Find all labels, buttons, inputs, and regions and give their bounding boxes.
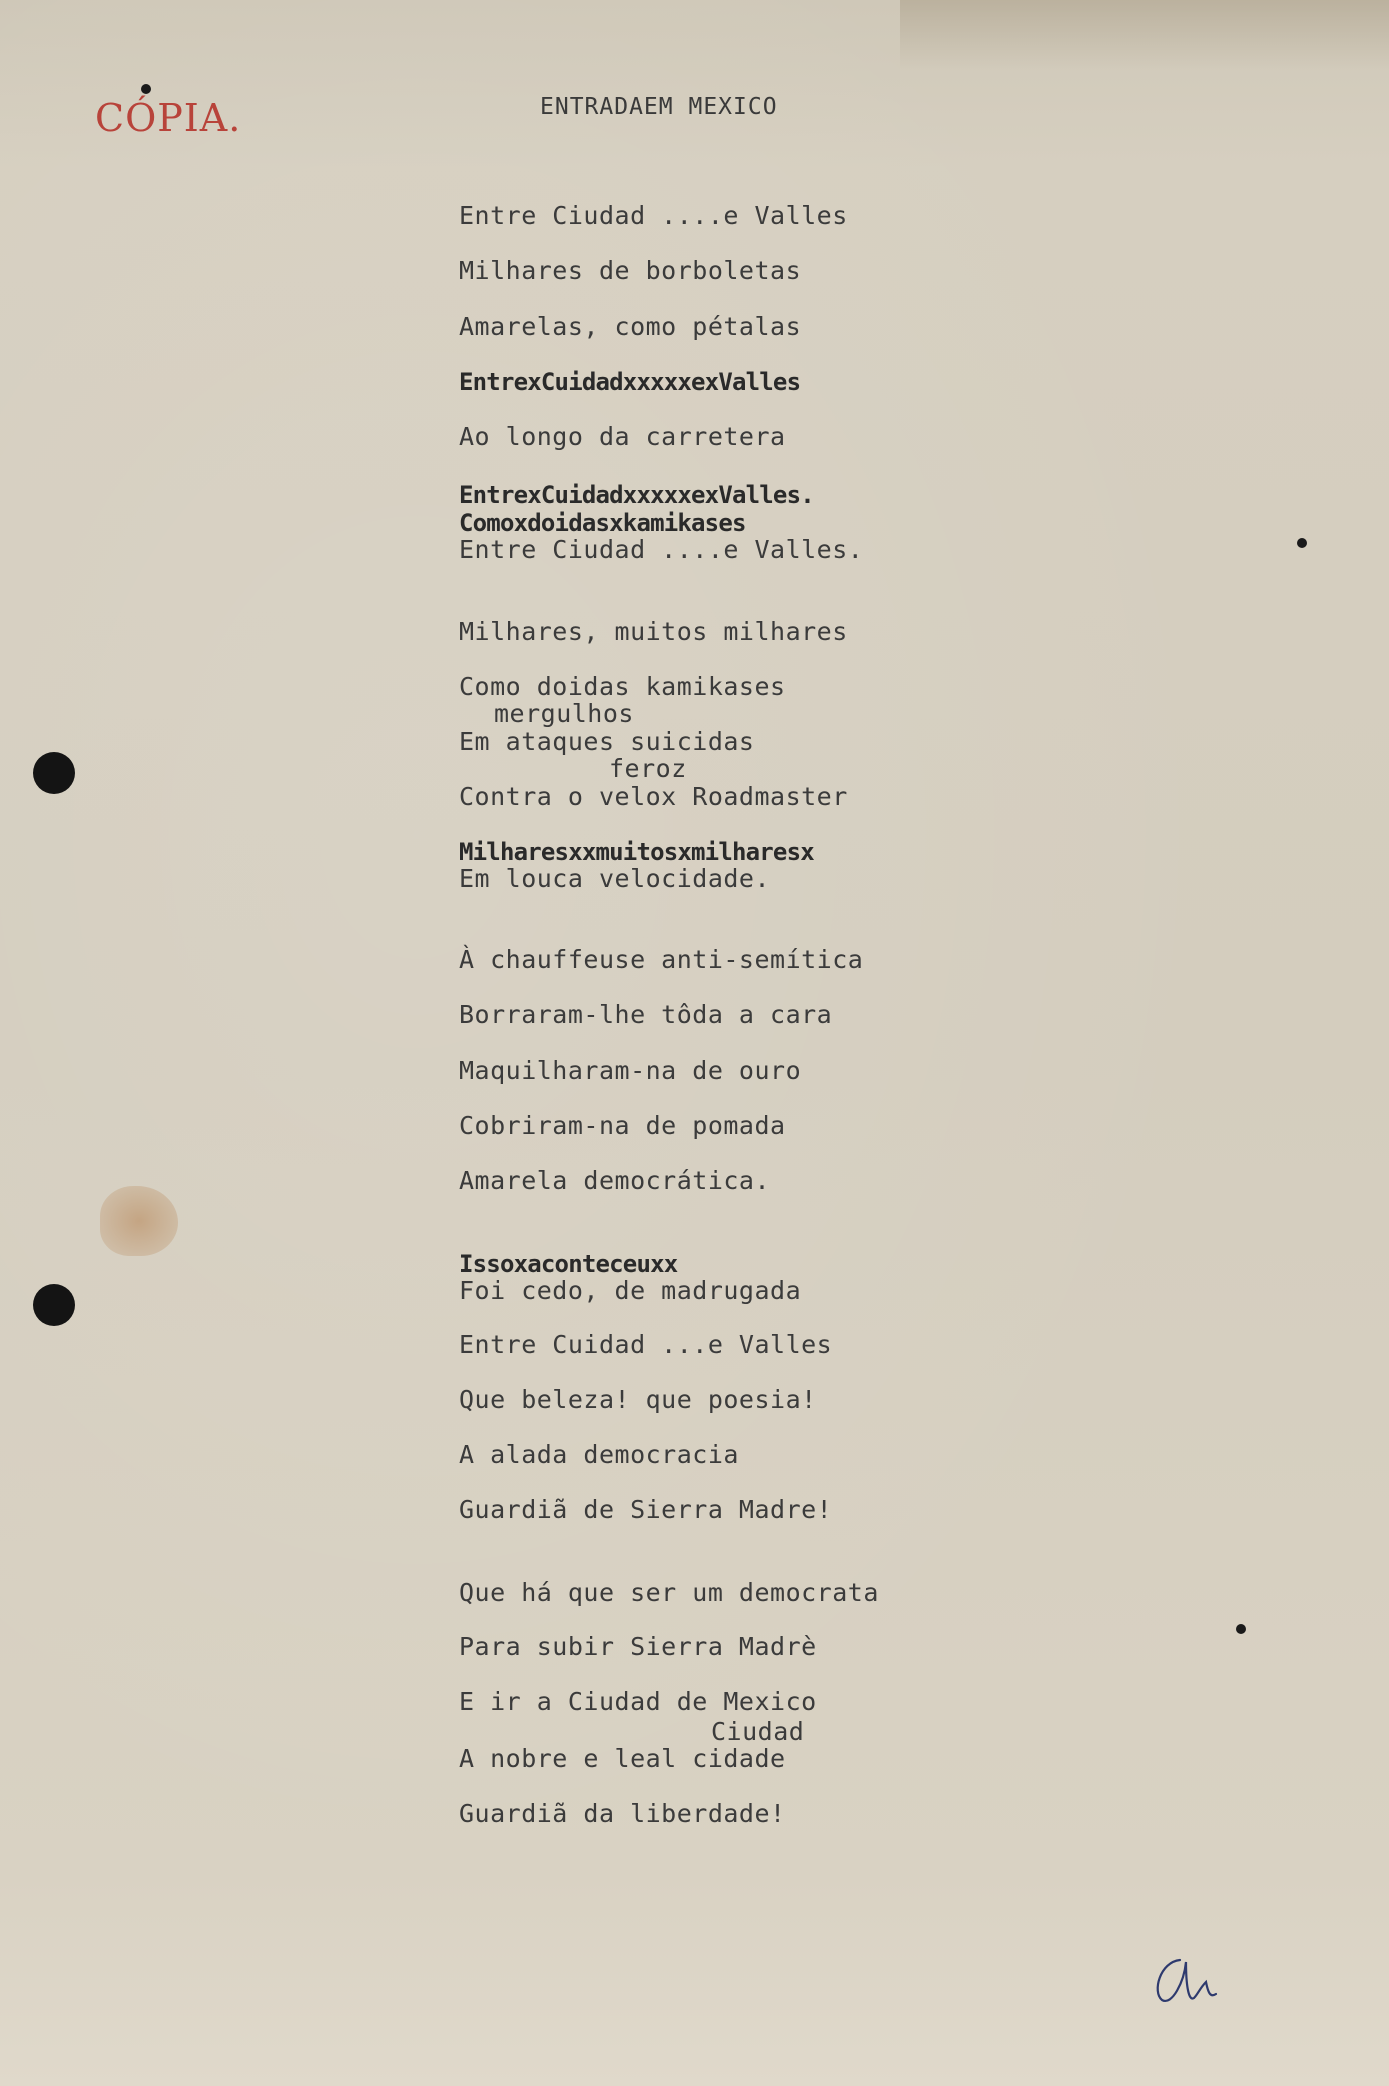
- copy-stamp: CÓPIA.: [95, 96, 242, 140]
- struck-line: Comoxdoidasxkamikases: [459, 509, 746, 537]
- ink-dot: [141, 84, 151, 94]
- poem-line: Foi cedo, de madrugada: [459, 1276, 802, 1305]
- inserted-word: feroz: [609, 754, 687, 783]
- poem-line: Milhares, muitos milhares: [459, 617, 848, 646]
- struck-line: EntrexCuidadxxxxxexValles.: [459, 481, 814, 509]
- poem-line: Em ataques suicidas: [459, 727, 755, 756]
- punch-hole: [33, 752, 75, 794]
- poem-line: Que beleza! que poesia!: [459, 1385, 817, 1414]
- struck-line: EntrexCuidadxxxxxexValles: [459, 368, 801, 396]
- ink-dot: [1297, 538, 1307, 548]
- poem-line: Borraram-lhe tôda a cara: [459, 1000, 833, 1029]
- struck-line: Milharesxxmuitosxmilharesx: [459, 838, 814, 866]
- poem-line: À chauffeuse anti-semítica: [459, 945, 864, 974]
- poem-line: Amarela democrática.: [459, 1166, 771, 1195]
- ink-dot: [1236, 1624, 1246, 1634]
- poem-line: Milhares de borboletas: [459, 256, 802, 285]
- poem-line: Ao longo da carretera: [459, 422, 786, 451]
- poem-title: ENTRADAEM MEXICO: [540, 94, 778, 120]
- paper-stain: [100, 1186, 178, 1256]
- poem-line: Contra o velox Roadmaster: [459, 782, 848, 811]
- poem-line: Maquilharam-na de ouro: [459, 1056, 802, 1085]
- poem-line: Para subir Sierra Madrè: [459, 1632, 817, 1661]
- poem-line: Que há que ser um democrata: [459, 1578, 879, 1607]
- poem-line: Como doidas kamikases: [459, 672, 786, 701]
- poem-line: Guardiã de Sierra Madre!: [459, 1495, 833, 1524]
- inserted-word: mergulhos: [494, 699, 634, 728]
- poem-line: Entre Ciudad ....e Valles: [459, 201, 848, 230]
- poem-line: A alada democracia: [459, 1440, 739, 1469]
- poem-line: Amarelas, como pétalas: [459, 312, 802, 341]
- poem-line: E ir a Ciudad de Mexico: [459, 1687, 817, 1716]
- poem-line: Em louca velocidade.: [459, 864, 771, 893]
- handwritten-initials: [1150, 1952, 1230, 2012]
- poem-line: Cobriram-na de pomada: [459, 1111, 786, 1140]
- poem-line: Guardiã da liberdade!: [459, 1799, 786, 1828]
- poem-line: A nobre e leal cidade: [459, 1744, 786, 1773]
- inserted-word: Ciudad: [711, 1717, 805, 1746]
- poem-line: Entre Ciudad ....e Valles.: [459, 535, 864, 564]
- struck-line: Issoxaconteceuxx: [459, 1250, 678, 1278]
- poem-line: Entre Cuidad ...e Valles: [459, 1330, 833, 1359]
- punch-hole: [33, 1284, 75, 1326]
